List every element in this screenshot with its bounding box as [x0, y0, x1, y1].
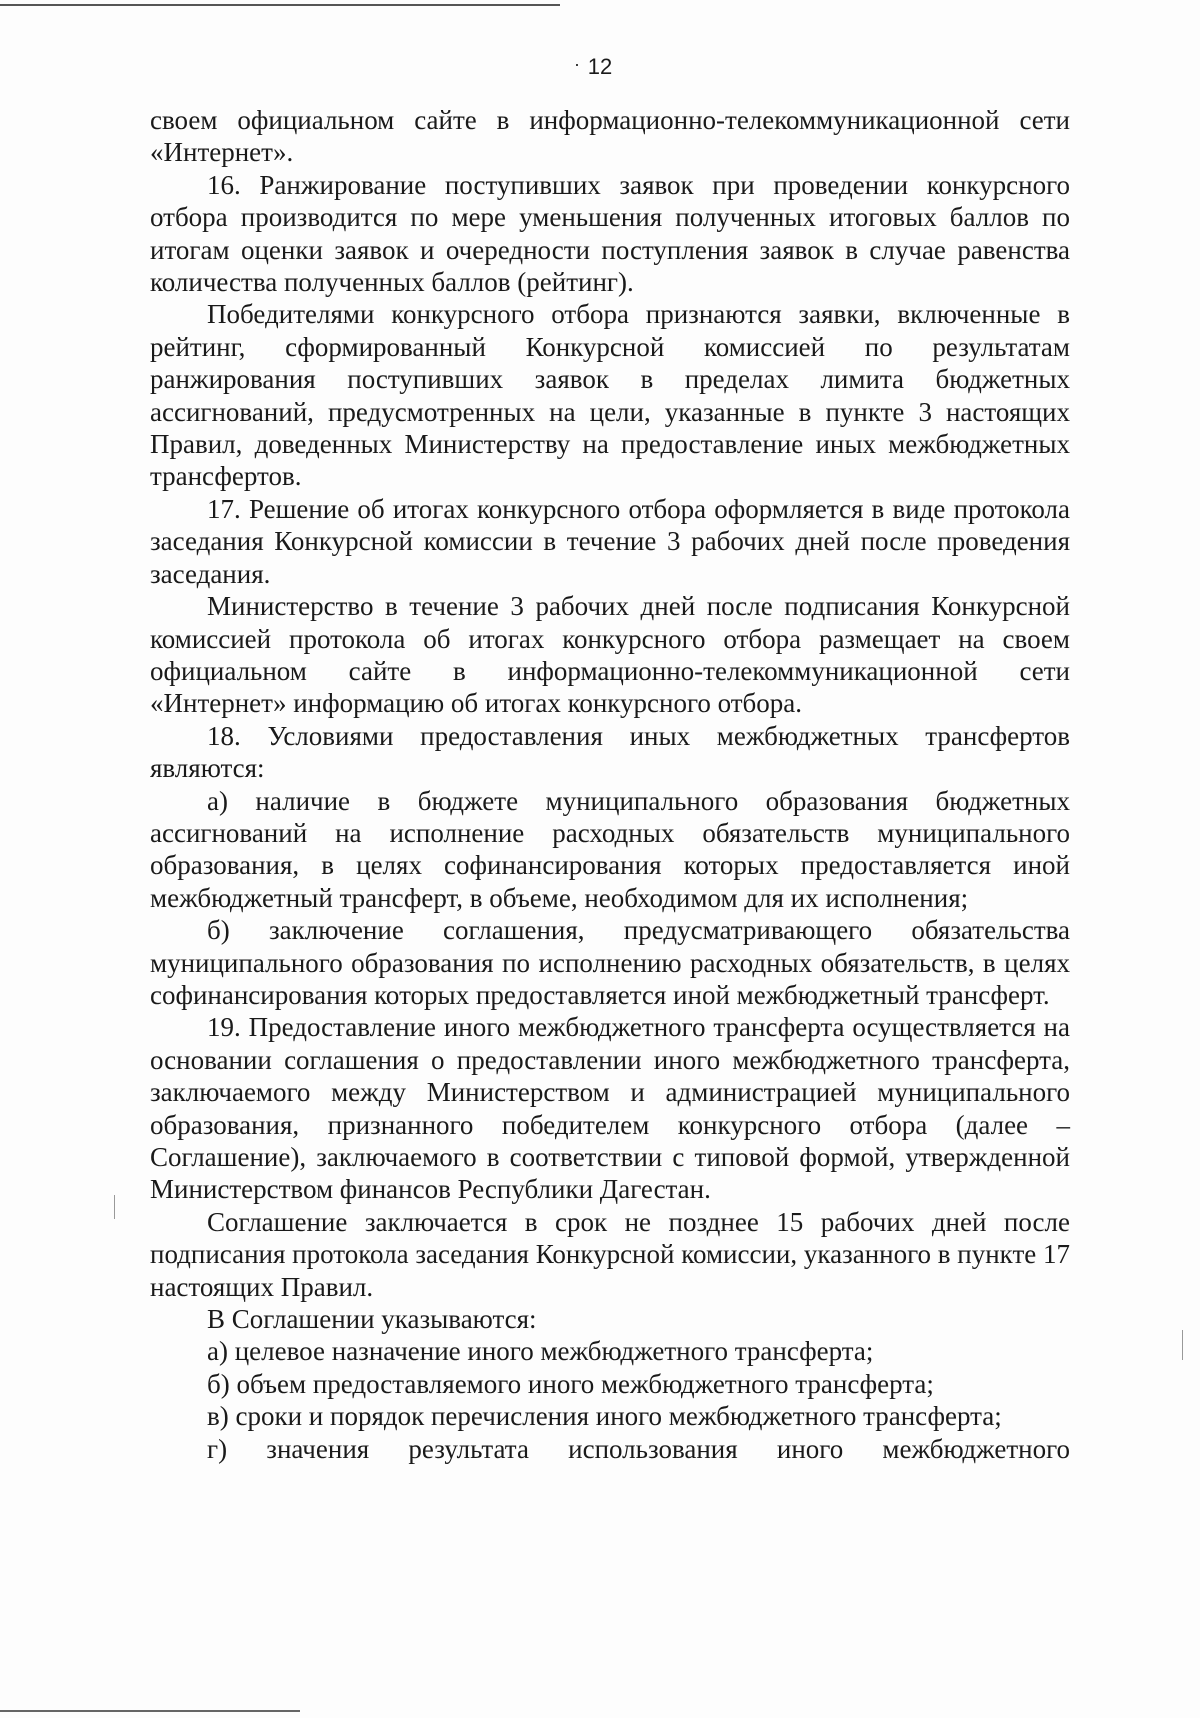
scan-margin-mark [1182, 1330, 1183, 1360]
paragraph-agreement-term: Соглашение заключается в срок не позднее 15 рабочих дней после подписания протокола заседания Конкурсной комиссии, указанного в пункте 17 настоящих Правил. [150, 1206, 1070, 1302]
paragraph-19: 19. Предоставление иного межбюджетного трансферта осуществляется на основании соглашения о предоставлении иного межбюджетного трансферта, заключаемого между Министерством и администрацией муниципального образования, признанного победителем конкурсного отбора (далее – Соглашение), заключаемого в соответствии с типовой формой, утвержденной Министерством финансов Республики Дагестан. [150, 1012, 1070, 1205]
paragraph-18-a: а) наличие в бюджете муниципального образования бюджетных ассигнований на исполнение расходных обязательств муниципального образования, в целях софинансирования которых предоставляется иной межбюджетный трансферт, в объеме, необходимом для их исполнения; [150, 785, 1070, 913]
paragraph-16: 16. Ранжирование поступивших заявок при проведении конкурсного отбора производится по мере уменьшения полученных итоговых баллов по итогам оценки заявок и очередности поступления заявок в случае равенства количества полученных баллов (рейтинг). [150, 169, 1070, 298]
list-item-g: г) значения результата использования иного межбюджетного [207, 1433, 1070, 1464]
list-item-v: в) сроки и порядок перечисления иного межбюджетного трансферта; [207, 1401, 1002, 1432]
paragraph-ministry-publication: Министерство в течение 3 рабочих дней после подписания Конкурсной комиссией протокола об итогах конкурсного отбора размещает на своем официальном сайте в информационно-телекоммуникационной сети «Интернет» информацию об итогах конкурсного отбора. [150, 591, 1070, 719]
document-body [150, 104, 1070, 1465]
paragraph-18: 18. Условиями предоставления иных межбюджетных трансфертов являются: [150, 720, 1070, 784]
list-item-a: а) целевое назначение иного межбюджетного трансферта; [207, 1336, 874, 1367]
scan-top-edge-line [0, 4, 560, 6]
paragraph-18-b: б) заключение соглашения, предусматривающего обязательства муниципального образования по исполнению расходных обязательств, в целях софинансирования которых предоставляется иной межбюджетный трансферт. [150, 915, 1070, 1010]
paragraph-continuation: своем официальном сайте в информационно-телекоммуникационной сети «Интернет». [150, 105, 1070, 168]
scan-bottom-edge-line [0, 1710, 300, 1712]
page-number [0, 54, 1200, 80]
scan-margin-mark [114, 1195, 115, 1219]
list-item-b: б) объем предоставляемого иного межбюджетного трансферта; [207, 1368, 934, 1399]
paragraph-17: 17. Решение об итогах конкурсного отбора оформляется в виде протокола заседания Конкурсной комиссии в течение 3 рабочих дней после проведения заседания. [150, 493, 1070, 589]
paragraph-winners: Победителями конкурсного отбора признаются заявки, включенные в рейтинг, сформированный Конкурсной комиссией по результатам ранжирования поступивших заявок в пределах лимита бюджетных ассигнований, предусмотренных на цели, указанные в пункте 3 настоящих Правил, доведенных Министерству на предоставление иных межбюджетных трансфертов. [150, 299, 1070, 492]
paragraph-agreement-contents: В Соглашении указываются: [207, 1304, 537, 1335]
scan-dot: · [574, 54, 580, 74]
page-number-text: 12 [587, 54, 613, 79]
